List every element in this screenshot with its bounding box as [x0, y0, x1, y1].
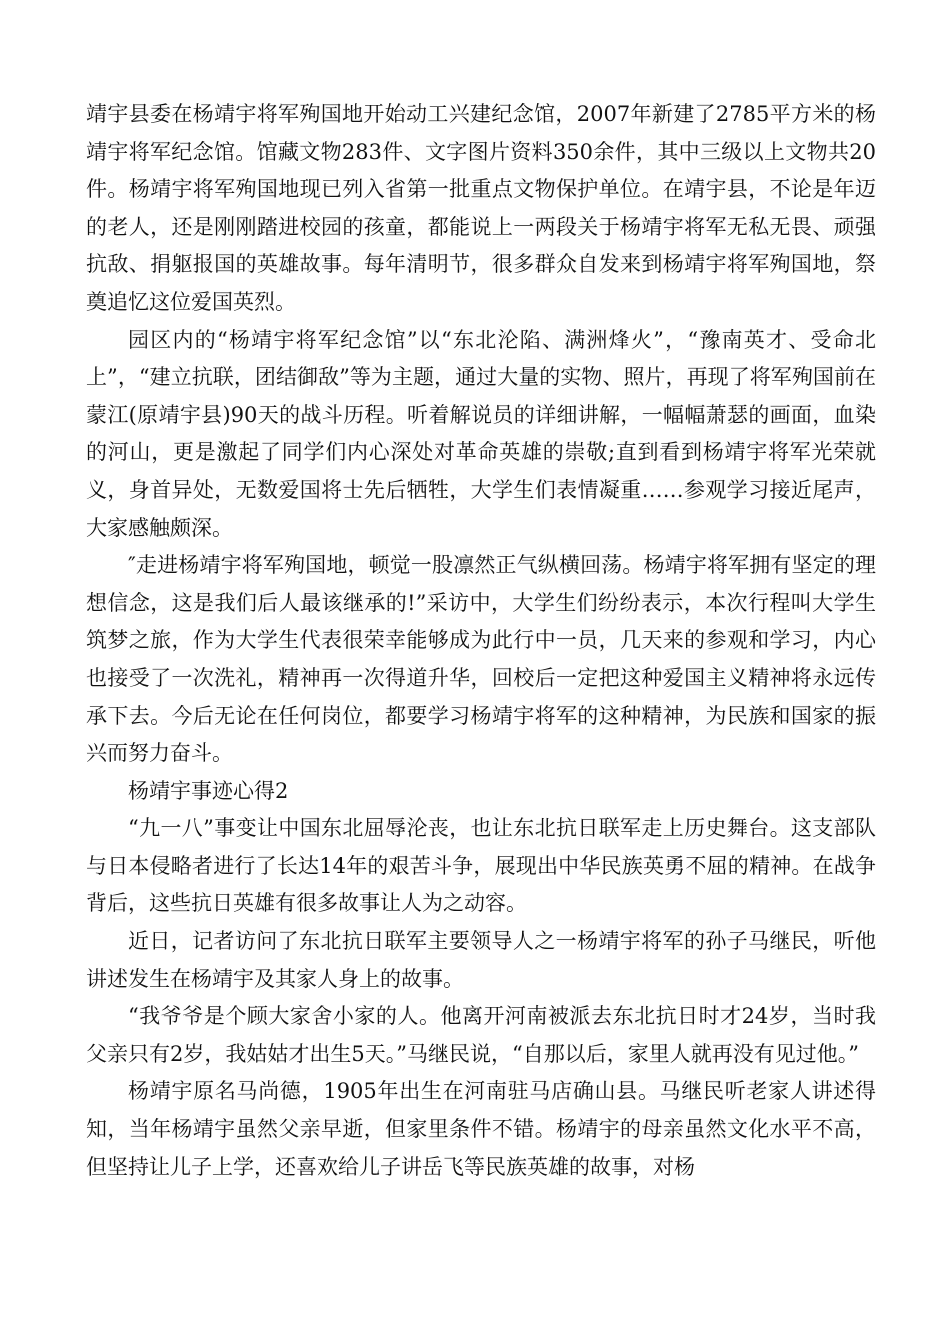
document-body: [86, 96, 876, 1186]
paragraph-history: “九一八”事变让中国东北屈辱沦丧，也让东北抗日联军走上历史舞台。这支部队与日本侵略者进行了长达14年的艰苦斗争，展现出中华民族英勇不屈的精神。在战争背后，这些抗日英雄有很多故事让人为之动容。: [86, 816, 876, 916]
paragraph-quote: “我爷爷是个顾大家舍小家的人。他离开河南被派去东北抗日时才24岁，当时我父亲只有2岁，我姑姑才出生5天。”马继民说，“自那以后，家里人就再没有见过他。”: [86, 1004, 876, 1066]
paragraph-biography: 杨靖宇原名马尚德，1905年出生在河南驻马店确山县。马继民听老家人讲述得知，当年杨靖宇虽然父亲早逝，但家里条件不错。杨靖宇的母亲虽然文化水平不高，但坚持让儿子上学，还喜欢给儿子讲岳飞等民族英雄的故事，对杨: [86, 1079, 876, 1179]
section-heading: 杨靖宇事迹心得2: [128, 778, 289, 803]
paragraph-student-reflection: ″走进杨靖宇将军殉国地，顿觉一股凛然正气纵横回荡。杨靖宇将军拥有坚定的理想信念，这是我们后人最该继承的!”采访中，大学生们纷纷表示，本次行程叫大学生筑梦之旅，作为大学生代表很荣幸能够成为此行中一员，几天来的参观和学习，内心也接受了一次洗礼，精神再一次得道升华，回校后一定把这种爱国主义精神将永远传承下去。今后无论在任何岗位，都要学习杨靖宇将军的这种精神，为民族和国家的振兴而努力奋斗。: [86, 553, 876, 766]
paragraph-memorial-hall: 靖宇县委在杨靖宇将军殉国地开始动工兴建纪念馆，2007年新建了2785平方米的杨靖宇将军纪念馆。馆藏文物283件、文字图片资料350余件，其中三级以上文物共20件。杨靖宇将军殉国地现已列入省第一批重点文物保护单位。在靖宇县，不论是年迈的老人，还是刚刚踏进校园的孩童，都能说上一两段关于杨靖宇将军无私无畏、顽强抗敌、捐躯报国的英雄故事。每年清明节，很多群众自发来到杨靖宇将军殉国地，祭奠追忆这位爱国英烈。: [86, 102, 876, 314]
paragraph-exhibition: 园区内的“杨靖宇将军纪念馆”以“东北沦陷、满洲烽火”，“豫南英才、受命北上”，“建立抗联，团结御敌”等为主题，通过大量的实物、照片，再现了将军殉国前在蒙江(原靖宇县)90天的战斗历程。听着解说员的详细讲解，一幅幅萧瑟的画面，血染的河山，更是激起了同学们内心深处对革命英雄的崇敬;直到看到杨靖宇将军光荣就义，身首异处，无数爱国将士先后牺牲，大学生们表情凝重……参观学习接近尾声，大家感触颇深。: [86, 327, 876, 540]
paragraph-interview: 近日，记者访问了东北抗日联军主要领导人之一杨靖宇将军的孙子马继民，听他讲述发生在杨靖宇及其家人身上的故事。: [86, 929, 876, 991]
